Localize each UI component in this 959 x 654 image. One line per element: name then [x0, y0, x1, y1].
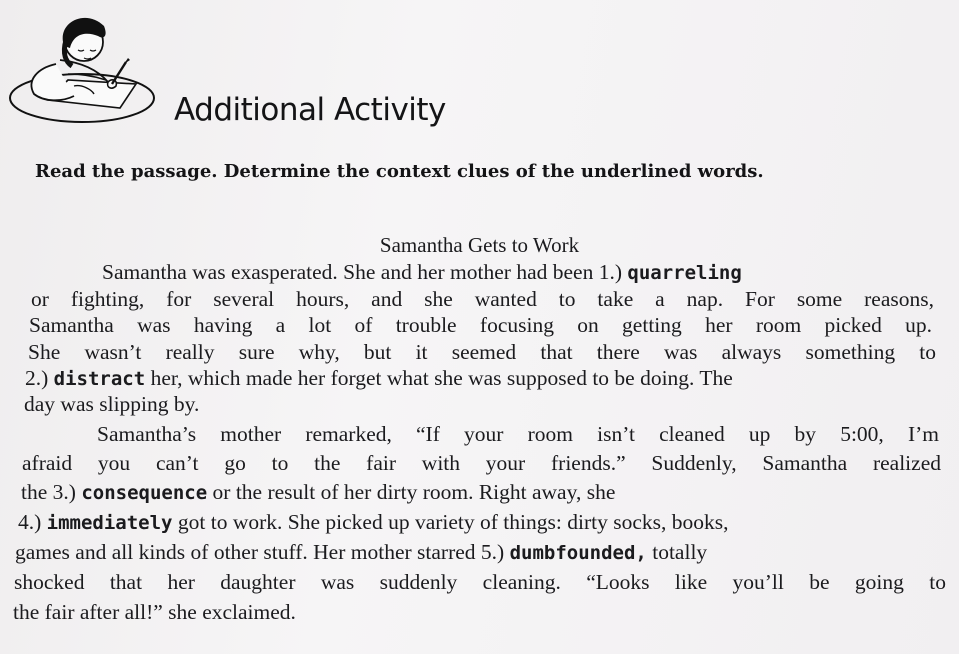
passage-line: Samantha was exasperated. She and her mother had been 1.) quarreling — [102, 260, 742, 284]
passage-line: the fair after all!” she exclaimed. — [13, 600, 296, 624]
passage-line: or fighting, for several hours, and she wanted to take a nap. For some reasons, — [31, 287, 934, 311]
vocab-word: dumbfounded, — [509, 542, 647, 564]
instructions: Read the passage. Determine the context clues of the underlined words. — [35, 161, 764, 182]
passage-line: afraid you can’t go to the fair with your friends.” Suddenly, Samantha realized — [22, 451, 941, 475]
passage-title: Samantha Gets to Work — [379, 233, 580, 257]
section-heading: Additional Activity — [174, 92, 446, 128]
passage-line: 2.) distract her, which made her forget what she was supposed to be doing. The — [25, 366, 733, 390]
passage-line: shocked that her daughter was suddenly cleaning. “Looks like you’ll be going to — [14, 570, 946, 594]
passage-line: Samantha was having a lot of trouble focusing on getting her room picked up. — [29, 313, 932, 337]
passage-line: games and all kinds of other stuff. Her mother starred 5.) dumbfounded, totally — [15, 540, 708, 564]
vocab-word: immediately — [46, 512, 173, 534]
passage-line: Samantha’s mother remarked, “If your room isn’t cleaned up by 5:00, I’m — [97, 422, 939, 446]
girl-writing-icon — [8, 10, 160, 126]
passage-line: 4.) immediately got to work. She picked up variety of things: dirty socks, books, — [18, 510, 729, 534]
vocab-word: distract — [53, 368, 146, 390]
vocab-word: consequence — [81, 482, 208, 504]
vocab-word: quarreling — [627, 262, 742, 284]
passage-line: the 3.) consequence or the result of her dirty room. Right away, she — [21, 480, 616, 504]
passage-line: day was slipping by. — [24, 392, 200, 416]
passage-line: She wasn’t really sure why, but it seemed that there was always something to — [28, 340, 936, 364]
